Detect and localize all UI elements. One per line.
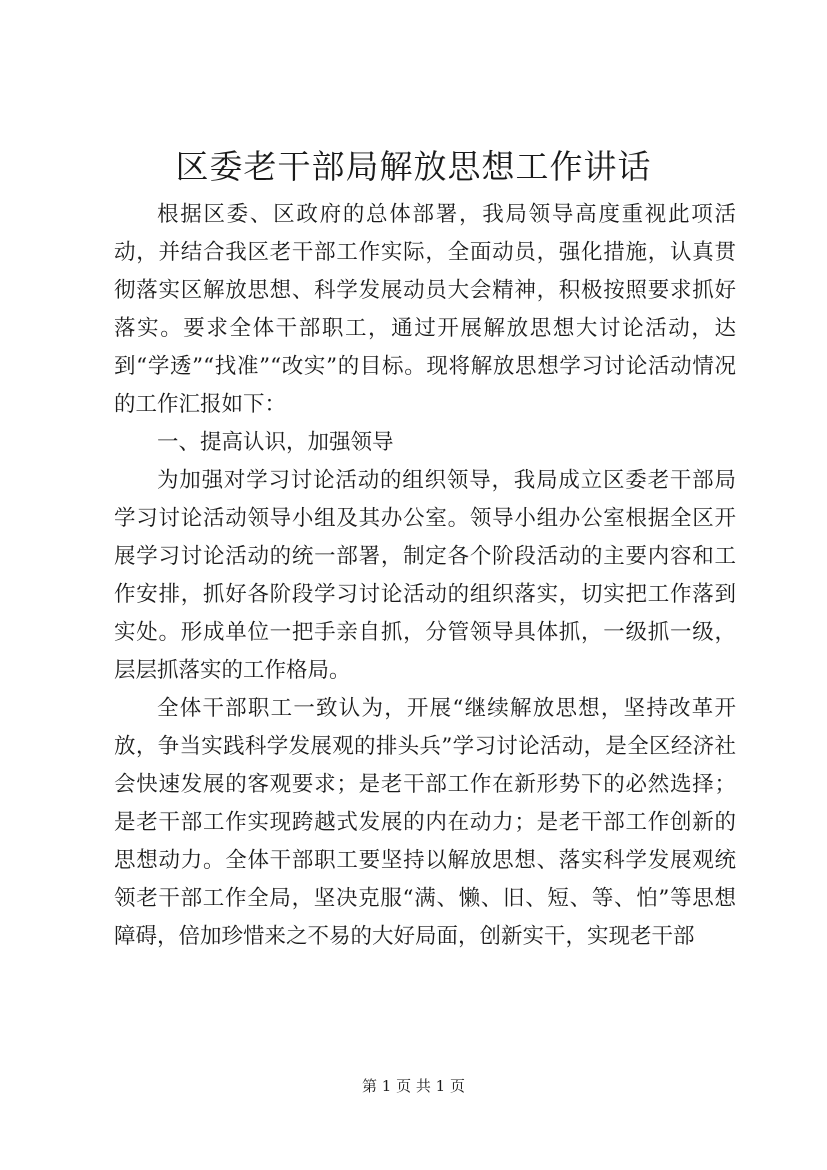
- page-number-footer: 第 1 页 共 1 页: [362, 1077, 465, 1095]
- paragraph-intro: 根据区委、区政府的总体部署，我局领导高度重视此项活动，并结合我区老干部工作实际，全面动员，强化措施，认真贯彻落实区解放思想、科学发展动员大会精神，积极按照要求抓好落实。要求全体干部职工，通过开展解放思想大讨论活动，达到“学透”“找准”“改实”的目标。现将解放思想学习讨论活动情况的工作汇报如下：: [114, 202, 736, 417]
- paragraph-leadership: 为加强对学习讨论活动的组织领导，我局成立区委老干部局学习讨论活动领导小组及其办公室。领导小组办公室根据全区开展学习讨论活动的统一部署，制定各个阶段活动的主要内容和工作安排，抓好各阶段学习讨论活动的组织落实，切实把工作落到实处。形成单位一把手亲自抓，分管领导具体抓，一级抓一级，层层抓落实的工作格局。: [114, 468, 736, 683]
- section-heading: 一、提高认识，加强领导: [157, 430, 394, 455]
- document-body: [114, 196, 736, 956]
- paragraph-consensus: 全体干部职工一致认为，开展“继续解放思想，坚持改革开放，争当实践科学发展观的排头兵”学习讨论活动，是全区经济社会快速发展的客观要求；是老干部工作在新形势下的必然选择；是老干部工作实现跨越式发展的内在动力；是老干部工作创新的思想动力。全体干部职工要坚持以解放思想、落实科学发展观统领老干部工作全局，坚决克服“满、懒、旧、短、等、怕”等思想障碍，倍加珍惜来之不易的大好局面，创新实干，实现老干部: [114, 696, 736, 949]
- document-title: 区委老干部局解放思想工作讲话: [175, 147, 652, 186]
